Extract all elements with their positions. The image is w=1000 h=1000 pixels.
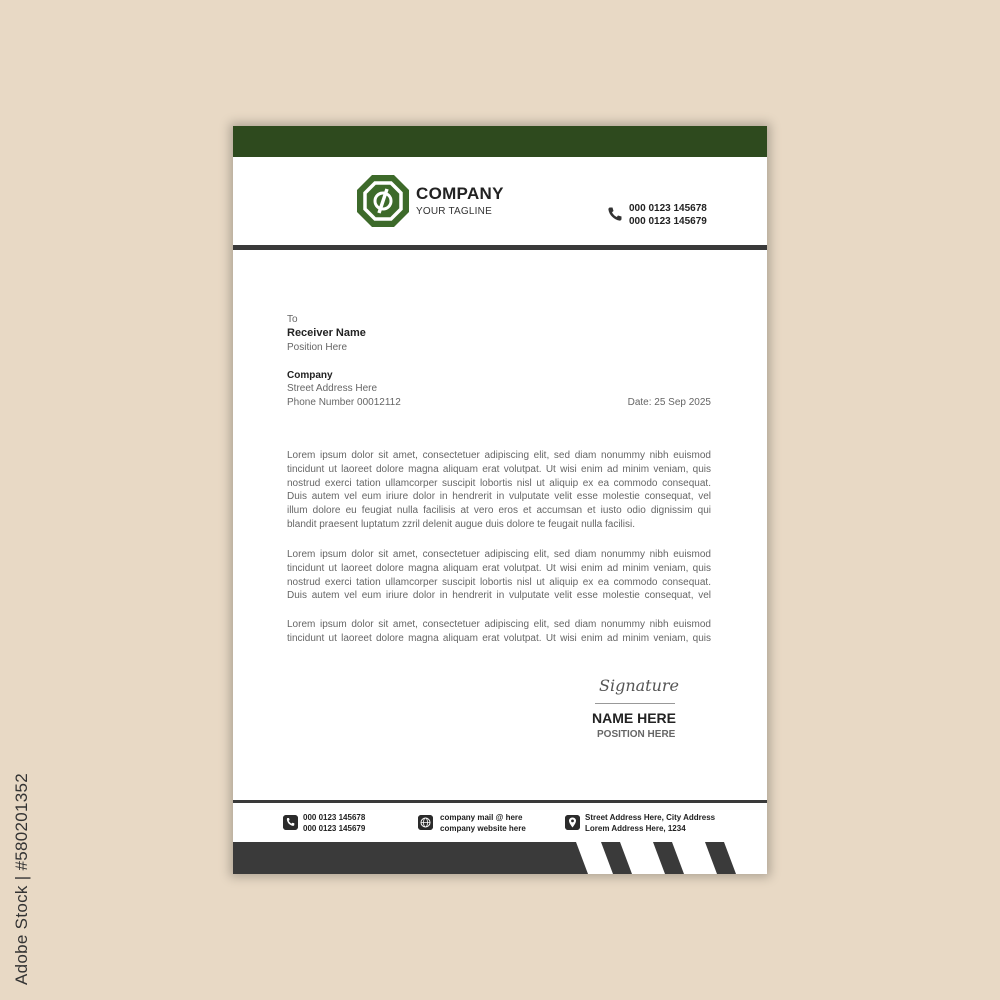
- paragraph-line: tincidunt ut laoreet dolore magna aliquam erat volutpat. Ut wisi enim ad minim veniam, quis: [287, 562, 711, 574]
- company-tagline: YOUR TAGLINE: [416, 206, 492, 217]
- receiver-position: Position Here: [287, 342, 348, 353]
- bottom-stripe-band: [233, 842, 767, 874]
- paragraph-line: Lorem ipsum dolor sit amet, consectetuer adipiscing elit, sed diam nonummy nibh euismod: [287, 619, 711, 630]
- paragraph-line: blandit praesent luptatum zzril delenit augue duis dolore te feugait nulla facilisi.: [287, 518, 635, 530]
- footer-address-1: Street Address Here, City Address: [585, 813, 716, 822]
- paragraph-line: illum dolore eu feugiat nulla facilisis at vero eros et accumsan et iusto odio dignissim qui: [287, 505, 711, 517]
- receiver-name: Receiver Name: [287, 327, 366, 339]
- paragraph-line: Lorem ipsum dolor sit amet, consectetuer adipiscing elit, sed diam nonummy nibh euismod: [287, 549, 711, 560]
- paragraph-line: Lorem ipsum dolor sit amet, consectetuer adipiscing elit, sed diam nonummy nibh euismod: [287, 450, 711, 461]
- letter-date: Date: 25 Sep 2025: [627, 397, 711, 408]
- paragraph-line: Duis autem vel eum iriure dolor in hendrerit in vulputate velit esse molestie consequat, vel: [287, 590, 711, 602]
- footer-email: company mail @ here: [440, 813, 523, 822]
- footer-phones: [303, 812, 365, 834]
- footer-website: company website here: [440, 824, 526, 833]
- globe-icon: [418, 815, 433, 830]
- signature-line: [595, 703, 675, 704]
- company-logo-icon: [356, 174, 410, 228]
- to-label: To: [287, 314, 298, 325]
- top-band: [233, 126, 767, 157]
- paragraph-line: Duis autem vel eum iriure dolor in hendrerit in vulputate velit esse molestie consequat, vel: [287, 491, 711, 503]
- footer-address: [585, 812, 715, 834]
- phone-icon: [607, 206, 623, 222]
- phone-icon: [283, 815, 298, 830]
- paragraph-2: [287, 548, 711, 603]
- footer-divider: [233, 800, 767, 803]
- signature-script: Signature: [599, 676, 680, 695]
- paragraph-line: tincidunt ut laoreet dolore magna aliquam erat volutpat. Ut wisi enim ad minim veniam, quis: [287, 463, 711, 475]
- paragraph-1: [287, 449, 711, 532]
- footer-web: [440, 812, 526, 834]
- paragraph-3: [287, 618, 711, 646]
- receiver-street: Street Address Here: [287, 383, 378, 394]
- footer-phone-1: 000 0123 145678: [303, 813, 366, 822]
- signatory-name: NAME HERE: [592, 710, 677, 726]
- footer-phone-2: 000 0123 145679: [303, 824, 366, 833]
- letterhead-sheet: [233, 126, 767, 874]
- receiver-company: Company: [287, 370, 333, 381]
- stock-id-label: Adobe Stock | #580201352: [12, 772, 31, 985]
- header-phone-1: 000 0123 145678: [629, 203, 707, 214]
- paragraph-line: nostrud exerci tation ullamcorper suscipit lobortis nisl ut aliquip ex ea commodo consequat.: [287, 576, 711, 588]
- paragraph-line: tincidunt ut laoreet dolore magna aliquam erat volutpat. Ut wisi enim ad minim veniam, quis: [287, 632, 711, 644]
- signatory-position: POSITION HERE: [597, 729, 676, 740]
- footer-address-2: Lorem Address Here, 1234: [585, 824, 686, 833]
- header-phones: [629, 202, 707, 228]
- location-pin-icon: [565, 815, 580, 830]
- receiver-phone: Phone Number 00012112: [287, 397, 401, 408]
- paragraph-line: nostrud exerci tation ullamcorper suscipit lobortis nisl ut aliquip ex ea commodo consequat.: [287, 477, 711, 489]
- header-phone-2: 000 0123 145679: [629, 216, 707, 227]
- header-divider: [233, 245, 767, 250]
- company-name: COMPANY: [416, 184, 504, 203]
